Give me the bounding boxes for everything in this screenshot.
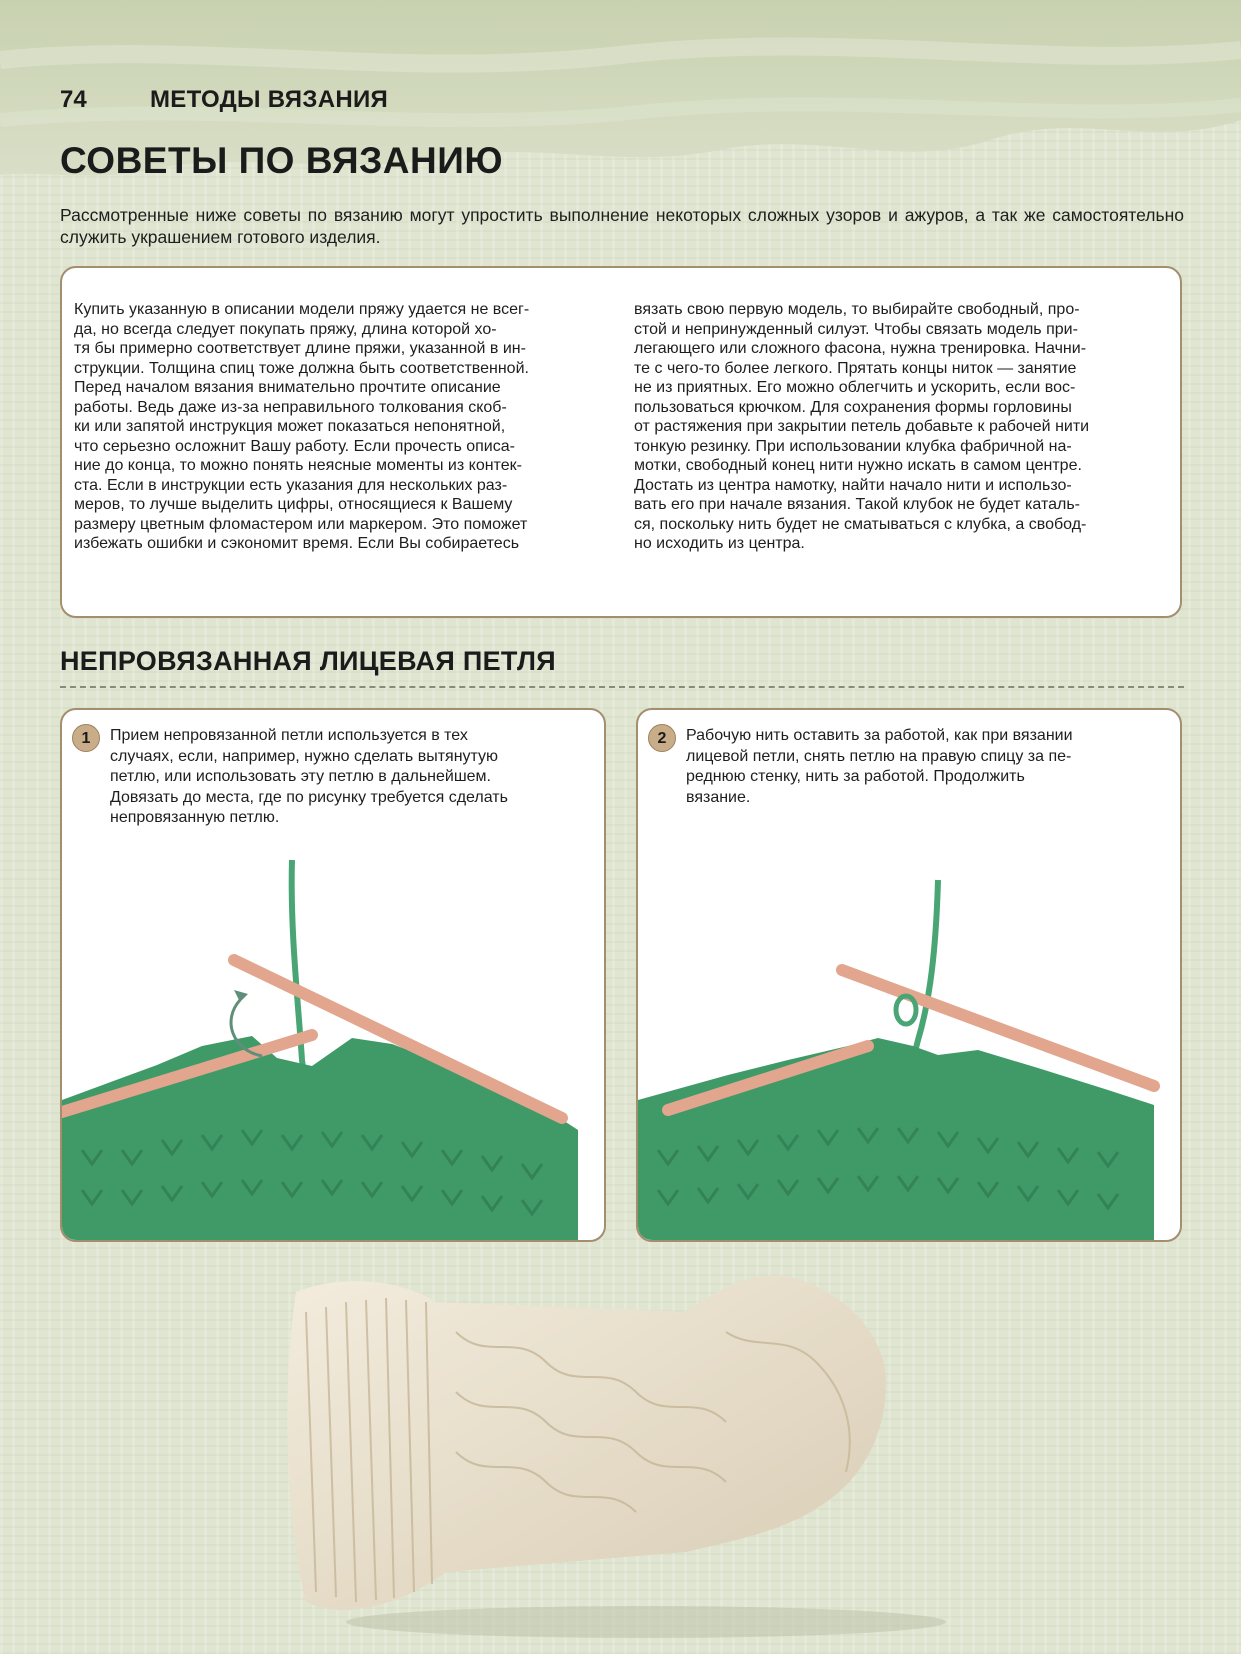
section-title: НЕПРОВЯЗАННАЯ ЛИЦЕВАЯ ПЕТЛЯ [60,646,556,676]
tips-line: струкции. Толщина спиц тоже должна быть соответственной. [74,359,529,377]
tips-line: тонкую резинку. При использовании клубка фабричной на- [634,437,1072,455]
step-line: случаях, если, например, нужно сделать вытянутую [110,747,499,765]
tips-box [60,266,1182,618]
step-card-1 [60,708,606,1242]
step-line: непровязанную петлю. [110,809,280,826]
intro-paragraph: Рассмотренные ниже советы по вязанию могут упростить выполнение некоторых сложных узоров и ажуров, а так же самостоятельно служить украшением готового изделия. [60,205,1184,247]
step-instructions [686,726,1156,808]
tips-line: но исходить из центра. [634,535,805,552]
knitting-illustration-step-1 [62,850,604,1240]
tips-line: Купить указанную в описании модели пряжу удается не всег- [74,301,530,318]
tips-line: ки или запятой инструкция может показаться непонятной, [74,418,506,435]
tips-column-right [634,300,1154,554]
knitting-illustration-step-2 [638,850,1180,1240]
step-line: петлю, или использовать эту петлю в дальнейшем. [110,768,491,785]
page-title: СОВЕТЫ ПО ВЯЗАНИЮ [60,140,503,181]
tips-line: меров, то лучше выделить цифры, относящиеся к Вашему [74,496,513,513]
tips-line: не из приятных. Его можно облегчить и ускорить, если вос- [634,379,1076,396]
tips-line: ние до конца, то можно понять неясные моменты из контек- [74,457,522,474]
tips-line: тя бы примерно соответствует длине пряжи, указанной в ин- [74,340,526,357]
step-line: реднюю стенку, нить за работой. Продолжить [686,768,1025,785]
running-head: МЕТОДЫ ВЯЗАНИЯ [150,86,389,113]
tips-line: что серьезно осложнит Вашу работу. Если прочесть описа- [74,437,515,455]
tips-column-left [74,300,594,554]
step-line: вязание. [686,788,751,806]
tips-line: стой и непринужденный силуэт. Чтобы связать модель при- [634,320,1078,338]
tips-line: Достать из центра намотку, найти начало нити и использо- [634,476,1072,494]
tips-line: ста. Если в инструкции есть указания для нескольких раз- [74,476,508,494]
tips-line: вязать свою первую модель, то выбирайте свободный, про- [634,301,1080,318]
step-line: лицевой петли, снять петлю на правую спицу за пе- [686,747,1072,765]
tips-line: те с чего-то более легкого. Прятать концы ниток — занятие [634,359,1077,377]
tips-line: вать его при начале вязания. Такой клубок не будет каталь- [634,496,1080,513]
step-line: Рабочую нить оставить за работой, как при вязании [686,727,1073,744]
tips-line: от растяжения при закрытии петель добавьте к рабочей нити [634,418,1090,435]
step-instructions [110,726,580,829]
page-number: 74 [60,86,87,113]
tips-line: избежать ошибки и сэкономит время. Если Вы собираетесь [74,535,520,552]
step-number-badge: 2 [648,724,676,752]
tips-line: да, но всегда следует покупать пряжу, длина которой хо- [74,320,497,338]
step-line: Прием непровязанной петли используется в тех [110,727,468,744]
step-number-badge: 1 [72,724,100,752]
step-card-2 [636,708,1182,1242]
section-divider [60,686,1184,688]
tips-line: пользоваться крючком. Для сохранения формы горловины [634,398,1072,416]
tips-line: работы. Ведь даже из-за неправильного толкования скоб- [74,398,507,416]
tips-line: Перед началом вязания внимательно прочтите описание [74,379,501,396]
tips-line: легающего или сложного фасона, нужна тренировка. Начни- [634,340,1087,357]
tips-line: размеру цветным фломастером или маркером. Это поможет [74,515,528,533]
step-line: Довязать до места, где по рисунку требуется сделать [110,788,508,806]
knitted-mitten-photo [286,1272,986,1644]
tips-line: мотки, свободный конец нити нужно искать в самом центре. [634,457,1082,474]
tips-line: ся, поскольку нить будет не сматываться с клубка, а свобод- [634,515,1087,533]
